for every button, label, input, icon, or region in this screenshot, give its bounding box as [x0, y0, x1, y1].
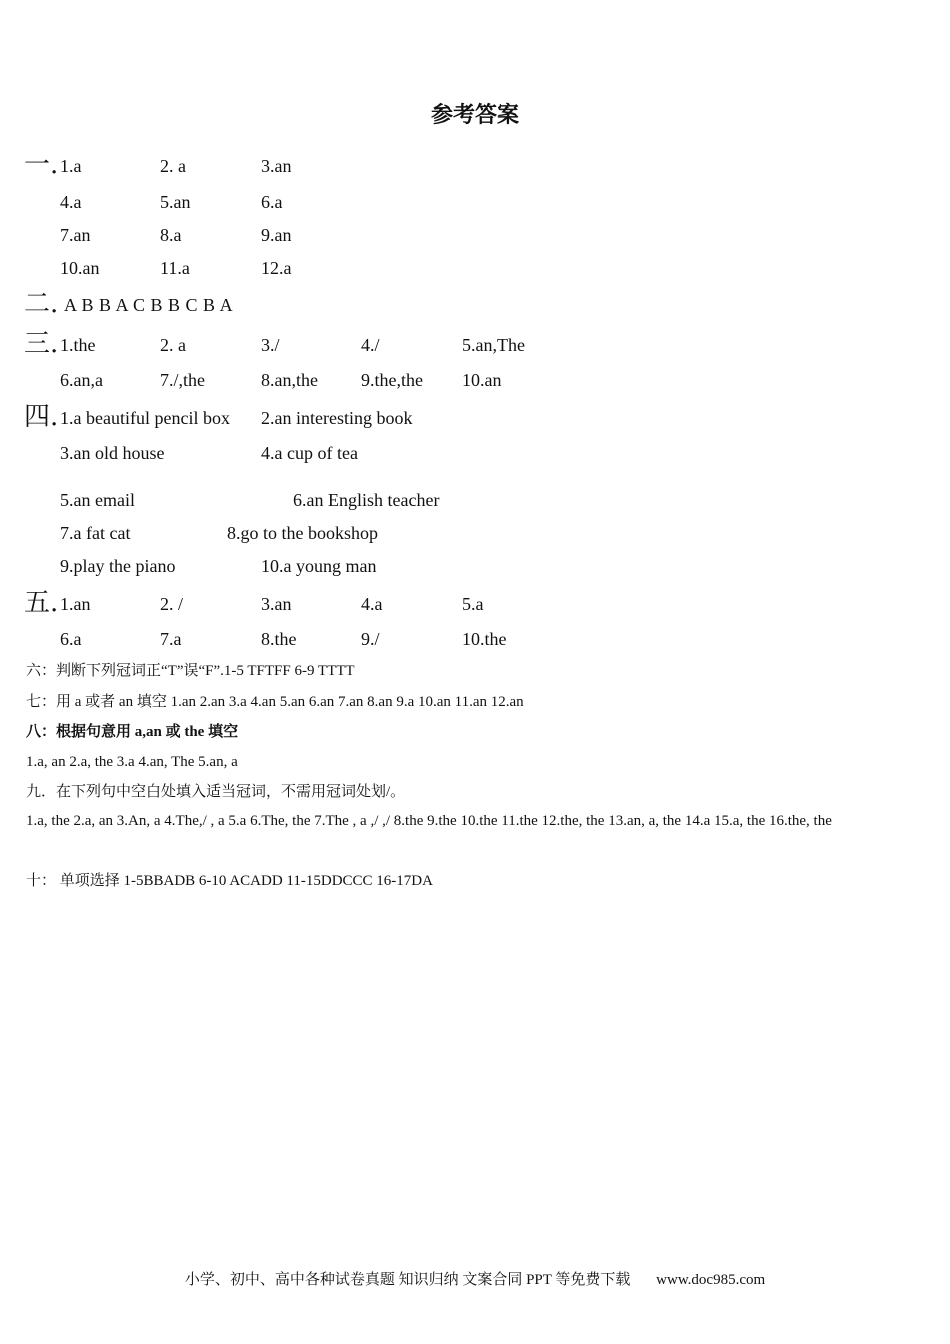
answer-item: 5.a [462, 594, 484, 614]
answer-item: 7.an [60, 225, 91, 245]
answer-item: 8.go to the bookshop [227, 523, 378, 543]
answer-item: 9.an [261, 225, 292, 245]
answer-item: 6.a [60, 629, 82, 649]
answer-item: 2. / [160, 594, 184, 614]
section-1-number: 一. [24, 150, 59, 180]
answer-item: 5.an,The [462, 335, 525, 355]
answer-item: 2.an interesting book [261, 408, 413, 428]
section-3-number: 三. [24, 329, 59, 359]
answer-item: 12.a [261, 258, 292, 278]
answer-item: 3./ [261, 335, 280, 355]
section-5-number: 五. [24, 588, 59, 618]
answer-item: 9./ [361, 629, 380, 649]
section-10-text: 十： 单项选择 1-5BBADB 6-10 ACADD 11-15DDCCC 16-17DA [26, 873, 433, 889]
section-4-number: 四. [24, 402, 59, 432]
answer-item: 8.a [160, 225, 182, 245]
answer-item: 6.a [261, 192, 283, 212]
answer-item: 2. a [160, 156, 186, 176]
section-9-heading: 九．在下列句中空白处填入适当冠词，不需用冠词处划/。 [26, 784, 406, 800]
answer-item: 3.an [261, 156, 292, 176]
answer-item: 3.an old house [60, 443, 165, 463]
answer-item: 7./,the [160, 370, 205, 390]
answer-item: 4.a [60, 192, 82, 212]
answer-item: 8.an,the [261, 370, 318, 390]
answer-item: 11.a [160, 258, 190, 278]
answer-item: 9.the,the [361, 370, 423, 390]
answer-item: 6.an English teacher [293, 490, 440, 510]
page-title: 参考答案 [430, 103, 519, 128]
section-8-answers: 1.a, an 2.a, the 3.a 4.an, The 5.an, a [26, 754, 238, 770]
answer-item: 8.the [261, 629, 297, 649]
section-9-answers: 1.a, the 2.a, an 3.An, a 4.The,/ , a 5.a 6.The, the 7.The , a ,/ ,/ 8.the 9.the 10.the 11.the 12.the, the 13.an, a, the 14.a 15.a, the 16.the, the [26, 813, 832, 829]
answer-item: 7.a [160, 629, 182, 649]
answer-item: 4.a [361, 594, 383, 614]
answer-item: 10.an [462, 370, 502, 390]
footer-url[interactable]: www.doc985.com [656, 1272, 766, 1288]
section-6-text: 六：判断下列冠词正“T”误“F”.1-5 TFTFF 6-9 TTTT [26, 663, 355, 679]
answer-item: 1.a beautiful pencil box [60, 408, 230, 428]
answer-item: 9.play the piano [60, 556, 176, 576]
answer-item: 7.a fat cat [60, 523, 131, 543]
answer-item: 1.an [60, 594, 91, 614]
answer-item: 10.an [60, 258, 100, 278]
answer-item: 10.a young man [261, 556, 377, 576]
section-8-heading: 八：根据句意用 a,an 或 the 填空 [26, 724, 239, 740]
answer-item: 1.a [60, 156, 82, 176]
section-2-answers: A B B A C B B C B A [64, 295, 233, 315]
answer-item: 5.an email [60, 490, 135, 510]
answer-item: 3.an [261, 594, 292, 614]
section-7-text: 七：用 a 或者 an 填空 1.an 2.an 3.a 4.an 5.an 6.an 7.an 8.an 9.a 10.an 11.an 12.an [26, 694, 524, 710]
section-2-number: 二. [24, 289, 59, 319]
answer-item: 4./ [361, 335, 380, 355]
footer [0, 1268, 950, 1289]
answer-item: 10.the [462, 629, 507, 649]
answer-item: 2. a [160, 335, 186, 355]
answer-item: 1.the [60, 335, 96, 355]
answer-item: 6.an,a [60, 370, 103, 390]
footer-text: 小学、初中、高中各种试卷真题 知识归纳 文案合同 PPT 等免费下载 [184, 1272, 631, 1288]
answer-item: 5.an [160, 192, 191, 212]
answer-item: 4.a cup of tea [261, 443, 358, 463]
